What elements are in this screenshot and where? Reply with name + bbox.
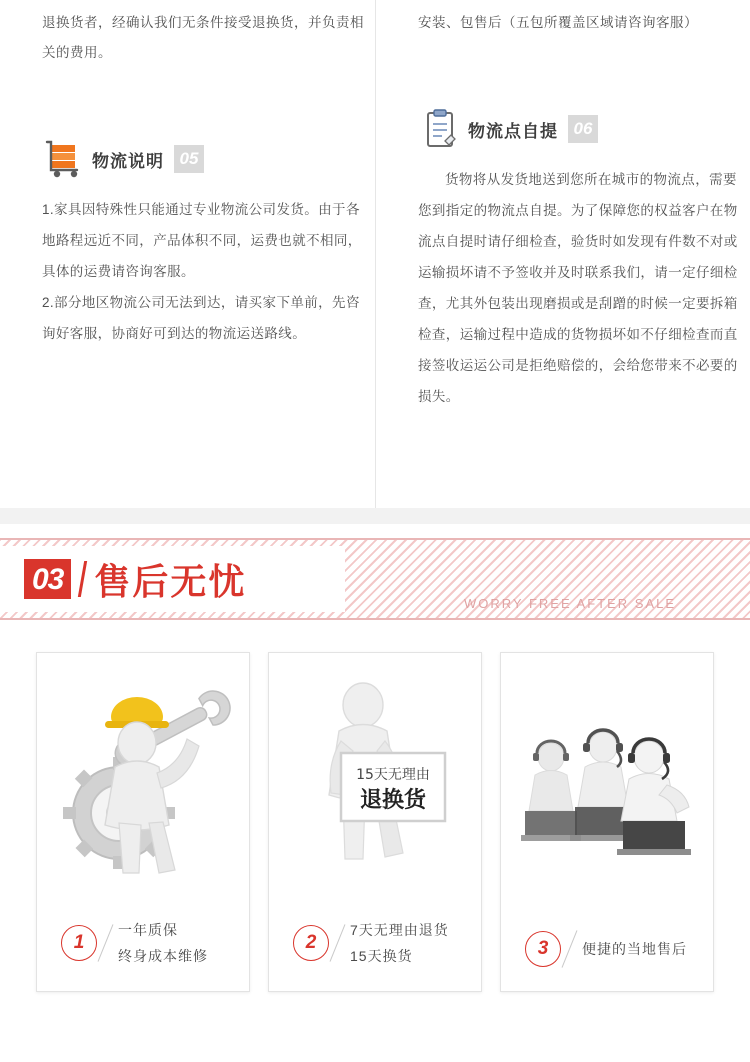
- worker-with-wrench-and-gear-icon: [53, 665, 233, 887]
- card-warranty[interactable]: [36, 652, 250, 992]
- caption-slash: [562, 930, 578, 967]
- card-local-service[interactable]: [500, 652, 714, 992]
- person-holding-return-sign-icon: [285, 665, 465, 887]
- banner-number: 03: [24, 559, 71, 599]
- clipboard-icon: [418, 108, 462, 150]
- card-warranty-number: 1: [61, 925, 97, 961]
- pickup-heading-title: 物流点自提: [468, 121, 558, 141]
- caption-slash: [330, 924, 346, 961]
- card-return-policy-number: 2: [293, 925, 329, 961]
- svg-text:15天无理由: 15天无理由: [356, 767, 430, 783]
- call-center-agents-icon: [517, 665, 697, 887]
- left-column: [42, 0, 372, 349]
- logistics-paragraph-2: 2.部分地区物流公司无法到达，请买家下单前，先咨询好客服，协商好可到达的物流运送路线。: [42, 295, 360, 341]
- banner-title-block: [0, 546, 345, 612]
- card-local-service-line-1: 便捷的当地售后: [582, 941, 687, 957]
- card-local-service-caption: [501, 929, 713, 969]
- card-return-policy-line-1: 7天无理由退货: [350, 922, 449, 938]
- section-separator: [0, 508, 750, 524]
- card-return-policy[interactable]: [268, 652, 482, 992]
- banner-subtitle: WORRY FREE AFTER SALE: [463, 596, 676, 611]
- banner-separator-bar: [78, 561, 87, 597]
- pickup-heading-number: 06: [568, 115, 598, 143]
- right-continued-text: 安装、包售后（五包所覆盖区域请咨询客服）: [418, 15, 698, 30]
- pickup-paragraph-1: 货物将从发货地送到您所在城市的物流点，需要您到指定的物流点自提。为了保障您的权益客户在物流点自提时请仔细检查，验货时如发现有件数不对或运输损坏请不予签收并及时联系我们，请一定仔细检查，尤其外包装出现磨损或是刮蹭的时候一定要拆箱检查，运输过程中造成的货物损坏如不仔细检查而直接签收运运公司是拒绝赔偿的，会给您带来不必要的损失。: [418, 172, 738, 404]
- banner-title: 售后无忧: [94, 561, 247, 603]
- caption-slash: [98, 924, 114, 961]
- logistics-heading-title: 物流说明: [92, 151, 164, 171]
- card-warranty-line-1: 一年质保: [118, 922, 178, 938]
- card-return-policy-line-2: 15天换货: [350, 948, 413, 964]
- after-sale-banner: [0, 524, 750, 634]
- logistics-info-section: [0, 0, 750, 508]
- card-return-policy-caption: [269, 917, 481, 969]
- card-warranty-line-2: 终身成本维修: [118, 948, 208, 964]
- logistics-heading: [42, 138, 372, 180]
- delivery-cart-icon: [42, 138, 86, 180]
- column-divider: [375, 0, 376, 508]
- logistics-heading-number: 05: [174, 145, 204, 173]
- svg-text:退换货: 退换货: [359, 788, 427, 813]
- pickup-heading: [418, 108, 748, 150]
- logistics-paragraph-1: 1.家具因特殊性只能通过专业物流公司发货。由于各地路程远近不同，产品体积不同，运费也就不相同，具体的运费请咨询客服。: [42, 202, 362, 279]
- card-warranty-caption: [37, 917, 249, 969]
- left-continued-text: 退换货者，经确认我们无条件接受退换货，并负责相关的费用。: [42, 15, 364, 60]
- card-local-service-number: 3: [525, 931, 561, 967]
- right-column: [418, 0, 748, 412]
- after-sale-cards: [0, 634, 750, 1012]
